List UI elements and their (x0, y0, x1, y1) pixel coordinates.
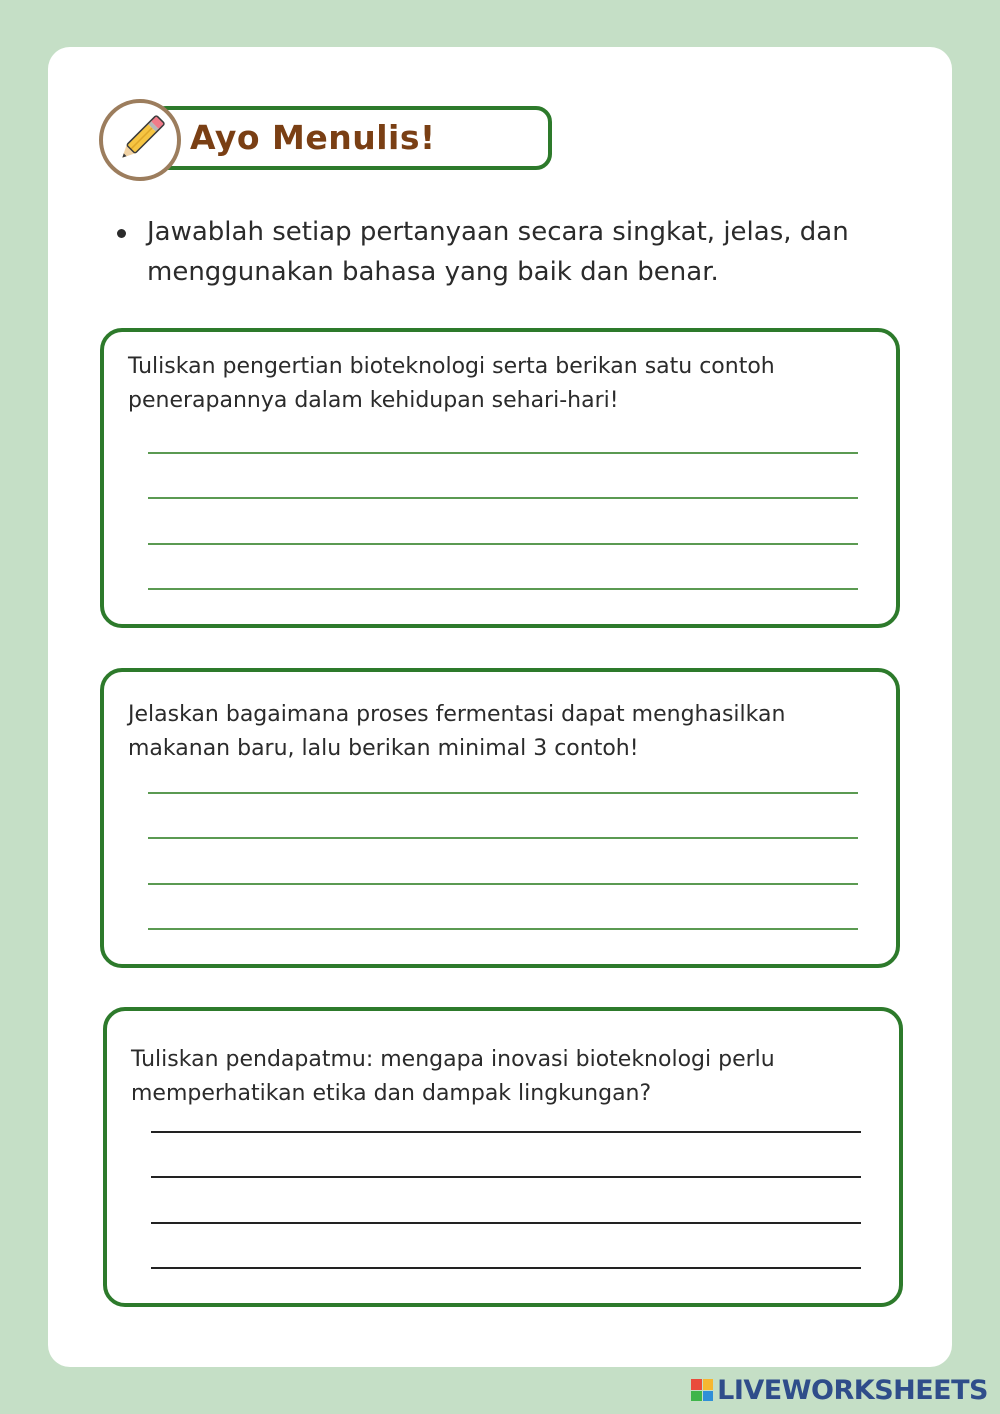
answer-line[interactable] (148, 543, 858, 545)
pencil-icon (99, 99, 181, 181)
question-box-3 (103, 1007, 903, 1307)
answer-line[interactable] (151, 1176, 861, 1178)
brand-name: LIVEWORKSHEETS (717, 1374, 988, 1406)
answer-line[interactable] (148, 792, 858, 794)
answer-line[interactable] (148, 452, 858, 454)
instruction-list (113, 212, 913, 292)
page-title: Ayo Menulis! (190, 118, 436, 157)
answer-line[interactable] (151, 1222, 861, 1224)
answer-line[interactable] (148, 928, 858, 930)
answer-line[interactable] (151, 1267, 861, 1269)
answer-line[interactable] (151, 1131, 861, 1133)
answer-line[interactable] (148, 588, 858, 590)
question-text-1: Tuliskan pengertian bioteknologi serta berikan satu contoh penerapannya dalam kehidupan sehari-hari! (128, 354, 775, 413)
liveworksheets-mark-icon (691, 1379, 713, 1401)
question-text-2: Jelaskan bagaimana proses fermentasi dapat menghasilkan makanan baru, lalu berikan minimal 3 contoh! (128, 702, 786, 761)
question-text-3: Tuliskan pendapatmu: mengapa inovasi bioteknologi perlu memperhatikan etika dan dampak lingkungan? (131, 1047, 775, 1106)
answer-line[interactable] (148, 837, 858, 839)
instruction-item: Jawablah setiap pertanyaan secara singkat, jelas, dan menggunakan bahasa yang baik dan benar. (113, 212, 913, 292)
liveworksheets-logo (691, 1376, 988, 1404)
question-box-2 (100, 668, 900, 968)
answer-line[interactable] (148, 497, 858, 499)
answer-line[interactable] (148, 883, 858, 885)
question-box-1 (100, 328, 900, 628)
